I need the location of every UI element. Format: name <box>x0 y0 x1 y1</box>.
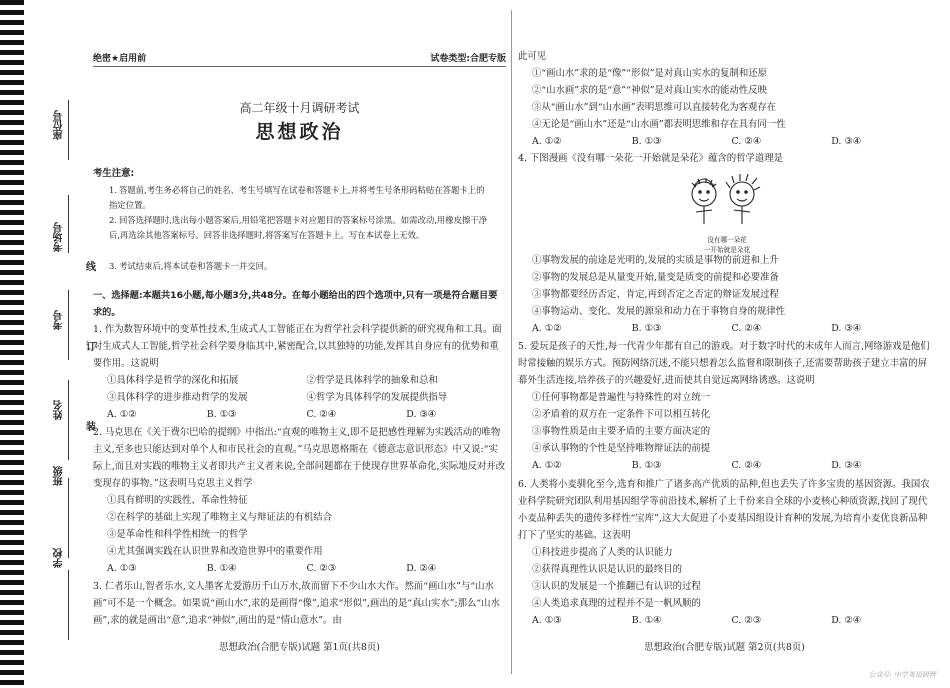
section-title: 一、选择题:本题共16小题,每小题3分,共48分。在每小题给出的四个选项中,只有一项是符合题目要求的。 <box>93 290 498 318</box>
option: ②获得真理性认识是认识的最终目的 <box>532 564 683 575</box>
question-4 <box>518 150 931 167</box>
option: ③事物性质是由主要矛盾的主要方面决定的 <box>532 426 711 437</box>
binding-line <box>68 478 69 558</box>
answer-choices: A. ①② B. ①③ C. ②④ D. ③④ <box>532 460 862 471</box>
name-label: 姓名 <box>54 400 65 420</box>
option-row: ①具体科学是哲学的深化和拓展 ②哲学是具体科学的抽象和总和 <box>107 375 438 386</box>
cartoon-illustration <box>674 170 774 232</box>
notice-item: 1. 答题前,考生务必将自己的姓名、考生号填写在试卷和答题卡上,并将考生号条形码粘贴在答题卡上的指定位置。 <box>109 185 485 210</box>
question-stem: 2. 马克思在《关于费尔巴哈的提纲》中指出:“直观的唯物主义,即不是把感性理解为实践活动的唯物主义,至多也只能达到对单个人和市民社会的直观。”马克思恩格斯在《德意志意识形态》中又说:“实际上,而且对实践的唯物主义者即共产主义者来说,全部问题都在于使现存世界革命化,实际地反对并改变现存的事物。”这表明马克思主义哲学 <box>93 427 506 489</box>
question-1 <box>93 321 506 423</box>
cartoon-caption-2: 一开始就是朵花 <box>703 246 751 254</box>
question-stem: 3. 仁者乐山,智者乐水,文人墨客尤爱游历千山万水,故而留下不少山水大作。然而“画山水”与“山水画”可不是一个概念。如果说“画山水”,求的是画得“像”,追求“形似”,画出的是“真山实水”;那么“山水画”,求的就是画出“意”,追求“神似”,画出的是“情山意水”。由 <box>93 581 500 626</box>
question-5 <box>518 338 931 474</box>
option: ②事物的发展总是从量变开始,量变是质变的前提和必要准备 <box>532 272 779 283</box>
question-4-options <box>518 252 931 337</box>
option: ③从“画山水”到“山水画”表明思维可以直接转化为客观存在 <box>532 102 777 113</box>
option: ④尤其强调实践在认识世界和改造世界中的重要作用 <box>107 546 323 557</box>
option: ③认识的发展是一个推翻已有认识的过程 <box>532 581 701 592</box>
paper-type-label: 试卷类型:合肥专版 <box>430 54 506 64</box>
notice-title: 考生注意: <box>93 168 135 179</box>
answer-choices: A. ①② B. ①③ C. ②④ D. ③④ <box>107 409 437 420</box>
confidential-label: 绝密★启用前 <box>93 54 147 64</box>
option: ④无论是“画山水”还是“山水画”都表明思维和存在具有同一性 <box>532 119 786 130</box>
option: ①具有鲜明的实践性、革命性特征 <box>107 495 248 506</box>
option: ④人类追求真理的过程并不是一帆风顺的 <box>532 598 701 609</box>
binding-stripe <box>0 0 24 688</box>
binding-line <box>68 380 69 460</box>
option: ①科技进步提高了人类的认识能力 <box>532 547 673 558</box>
answer-choices: A. ①② B. ①③ C. ②④ D. ③④ <box>532 323 862 334</box>
question-stem: 1. 作为数智环境中的变革性技术,生成式人工智能正在为哲学社会科学提供新的研究视角和工具。面对生成式人工智能,哲学社会科学要身临其中,紧密配合,以其独特的功能,发挥其自身应有的优势和重要作用。这说明 <box>93 324 502 369</box>
option-row: ③具体科学的进步推动哲学的发展 ④哲学为具体科学的发展提供指导 <box>107 392 448 403</box>
question-3-cont <box>518 48 931 150</box>
option: ①任何事物都是普遍性与特殊性的对立统一 <box>532 392 711 403</box>
option: ④承认事物的个性是坚持唯物辩证法的前提 <box>532 443 711 454</box>
subject-title: 思想政治 <box>255 121 344 143</box>
option: ②在科学的基础上实现了唯物主义与辩证法的有机结合 <box>107 512 333 523</box>
binding-line <box>68 570 69 640</box>
class-label: 班级 <box>54 466 65 486</box>
school-label: 学校 <box>54 548 65 568</box>
seat-label: 座位号 <box>54 110 65 140</box>
header-divider <box>93 66 506 67</box>
notice-item: 3. 考试结束后,将本试卷和答题卡一并交回。 <box>109 261 273 271</box>
examno-label: 考号 <box>54 310 65 330</box>
cut-mark-line: 线 <box>86 262 96 273</box>
exam-title: 高二年级十月调研考试 <box>239 101 360 115</box>
question-stem: 5. 爱玩是孩子的天性,每一代青少年都有自己的游戏。对于数字时代的未成年人而言,网络游戏是他们时常接触的娱乐方式。预防网络沉迷,不能只想着怎么监督和限制孩子,还需要帮助孩子建立丰富的屏幕外生活连接,培养孩子的兴趣爱好,进而使其自觉远离网络诱惑。这说明 <box>518 341 930 386</box>
room-label: 考场号 <box>54 222 65 252</box>
question-stem: 6. 人类将小麦驯化至今,选育和推广了诸多高产优质的品种,但也丢失了许多宝贵的基因资源。我国农业科学院研究团队利用基因组学等前沿技术,解析了上千份来自全球的小麦核心种质资源,找回了现代小麦品种丢失的遗传多样性“宝库”,这大大促进了小麦基因组设计育种的发展,为培育小麦优良新品种打下了坚实的基础。这表明 <box>518 479 930 541</box>
question-stem-cont: 此可见 <box>518 51 547 62</box>
option: ①“画山水”求的是“像”“形似”是对真山实水的复制和还原 <box>532 68 768 79</box>
question-3-start <box>93 578 506 629</box>
option: ①事物发展的前途是光明的,发展的实质是事物的前进和上升 <box>532 255 779 266</box>
page-footer: 思想政治(合肥专版)试题 第2页(共8页) <box>644 642 805 653</box>
watermark-text: 公众号: 中学英语研营 <box>868 671 936 679</box>
question-2 <box>93 424 506 577</box>
binding-area <box>24 0 96 688</box>
cut-mark-bind: 装 <box>86 422 96 433</box>
answer-choices: A. ①② B. ①③ C. ②④ D. ③④ <box>532 136 862 147</box>
page-1 <box>93 0 506 688</box>
option: ③事物都要经历否定、肯定,再到否定之否定的辩证发展过程 <box>532 289 779 300</box>
cut-mark-staple: 订 <box>86 342 96 353</box>
option: ②“山水画”求的是“意”“神似”是对真山实水的能动性反映 <box>532 85 768 96</box>
page-2 <box>518 0 931 688</box>
question-6 <box>518 476 931 629</box>
page-divider <box>511 10 512 674</box>
answer-choices: A. ①③ B. ①④ C. ②③ D. ②④ <box>107 563 437 574</box>
answer-choices: A. ①③ B. ①④ C. ②③ D. ②④ <box>532 615 862 626</box>
cartoon-caption-1: 没有哪一朵花 <box>707 236 747 244</box>
notice-item: 2. 回答选择题时,选出每小题答案后,用铅笔把答题卡对应题目的答案标号涂黑。如需改动,用橡皮擦干净后,再选涂其他答案标号。回答非选择题时,将答案写在答题卡上。写在本试卷上无效。 <box>109 215 488 240</box>
option: ②矛盾着的双方在一定条件下可以相互转化 <box>532 409 711 420</box>
page-footer: 思想政治(合肥专版)试题 第1页(共8页) <box>219 642 380 653</box>
option: ④事物运动、变化、发展的源泉和动力在于事物自身的规律性 <box>532 306 786 317</box>
option: ③是革命性和科学性相统一的哲学 <box>107 529 248 540</box>
question-stem: 4. 下图漫画《没有哪一朵花一开始就是朵花》蕴含的哲学道理是 <box>518 153 784 164</box>
